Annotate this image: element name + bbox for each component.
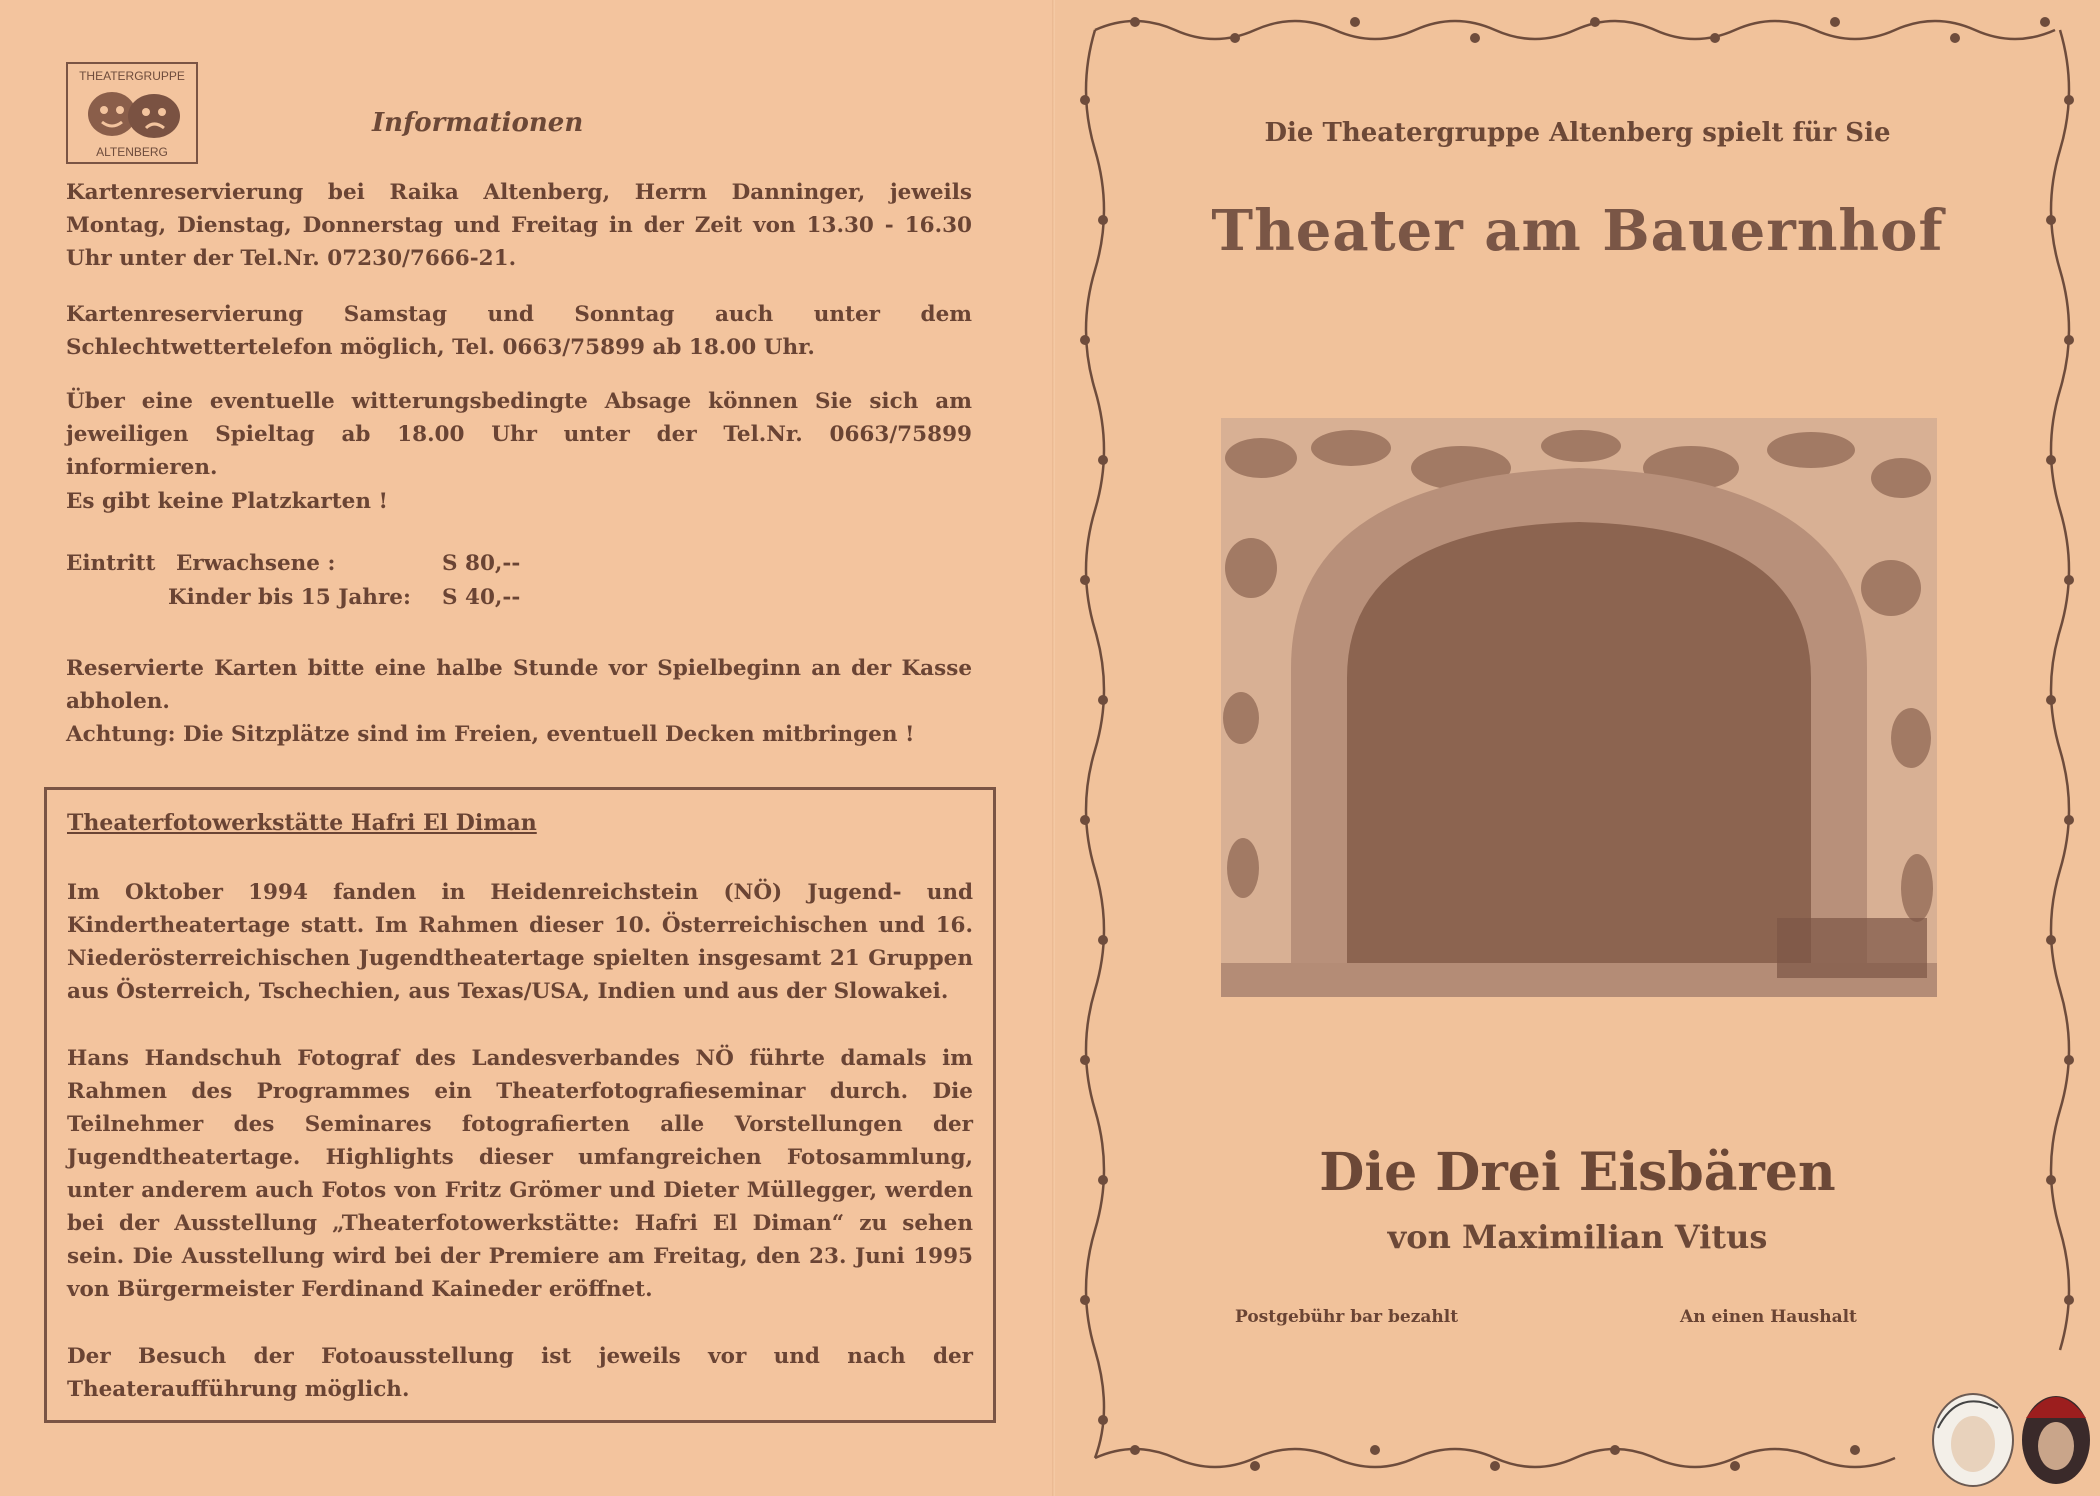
postage-note: Postgebühr bar bezahlt [1235, 1307, 1459, 1327]
decorative-portrait-stamp [1918, 1378, 2098, 1496]
child-price: S 40,-- [442, 585, 521, 610]
adult-price: S 80,-- [442, 551, 521, 576]
event-title: Theater am Bauernhof [1211, 198, 1944, 264]
presenter-line: Die Theatergruppe Altenberg spielt für Sie [1264, 118, 1891, 148]
child-label: Kinder bis 15 Jahre: [168, 585, 411, 610]
box-paragraph-1: Im Oktober 1994 fanden in Heidenreichstein (NÖ) Jugend- und Kindertheatertage statt. Im Rahmen dieser 10. Österreichischen und 16. Niederösterreichischen Jugendtheatertage spielten insgesamt 21 Gruppen aus Österreich, Tschechien, aus Texas/USA, Indien und aus der Slowakei. [67, 880, 973, 1004]
box-title: Theaterfotowerkstätte Hafri El Diman [67, 810, 537, 836]
pickup-paragraph: Reservierte Karten bitte eine halbe Stunde vor Spielbeginn an der Kasse abholen. [66, 656, 972, 714]
attention-paragraph: Achtung: Die Sitzplätze sind im Freien, eventuell Decken mitbringen ! [66, 722, 915, 747]
no-seat-tickets-paragraph: Es gibt keine Platzkarten ! [66, 489, 388, 514]
box-paragraph-3: Der Besuch der Fotoausstellung ist jeweils vor und nach der Theateraufführung möglich. [67, 1344, 973, 1402]
photo-workshop-box [44, 787, 996, 1423]
stone-archway-photo [1221, 418, 1937, 997]
admission-label: Eintritt [66, 551, 156, 576]
theater-masks-icon [76, 86, 192, 142]
right-page [1055, 0, 2100, 1496]
logo-line1: THEATERGRUPPE [79, 69, 185, 83]
adult-label: Erwachsene : [176, 551, 336, 576]
play-author: von Maximilian Vitus [1387, 1218, 1768, 1256]
household-note: An einen Haushalt [1680, 1307, 1857, 1327]
info-heading: Informationen [372, 108, 584, 138]
logo-line2: ALTENBERG [96, 145, 168, 159]
weekend-reservation-paragraph: Kartenreservierung Samstag und Sonntag auch unter dem Schlechtwettertelefon möglich, Tel. 0663/75899 ab 18.00 Uhr. [66, 302, 972, 360]
theatergruppe-logo [66, 62, 198, 164]
box-paragraph-2: Hans Handschuh Fotograf des Landesverbandes NÖ führte damals im Rahmen des Programmes ein Theaterfotografieseminar durch. Die Teilnehmer des Seminares fotografierten alle Vorstellungen der Jugendtheatertage. Highlights dieser umfangreichen Fotosammlung, unter anderem auch Fotos von Fritz Grömer und Dieter Müllegger, werden bei der Ausstellung „Theaterfotowerkstätte: Hafri El Diman“ zu sehen sein. Die Ausstellung wird bei der Premiere am Freitag, den 23. Juni 1995 von Bürgermeister Ferdinand Kaineder eröffnet. [67, 1046, 973, 1302]
play-title: Die Drei Eisbären [1319, 1142, 1836, 1203]
cancellation-paragraph: Über eine eventuelle witterungsbedingte Absage können Sie sich am jeweiligen Spieltag ab 18.00 Uhr unter der Tel.Nr. 0663/75899 informieren. [66, 389, 972, 480]
reservation-paragraph: Kartenreservierung bei Raika Altenberg, Herrn Danninger, jeweils Montag, Dienstag, Donnerstag und Freitag in der Zeit von 13.30 - 16.30 Uhr unter der Tel.Nr. 07230/7666-21. [66, 180, 972, 271]
